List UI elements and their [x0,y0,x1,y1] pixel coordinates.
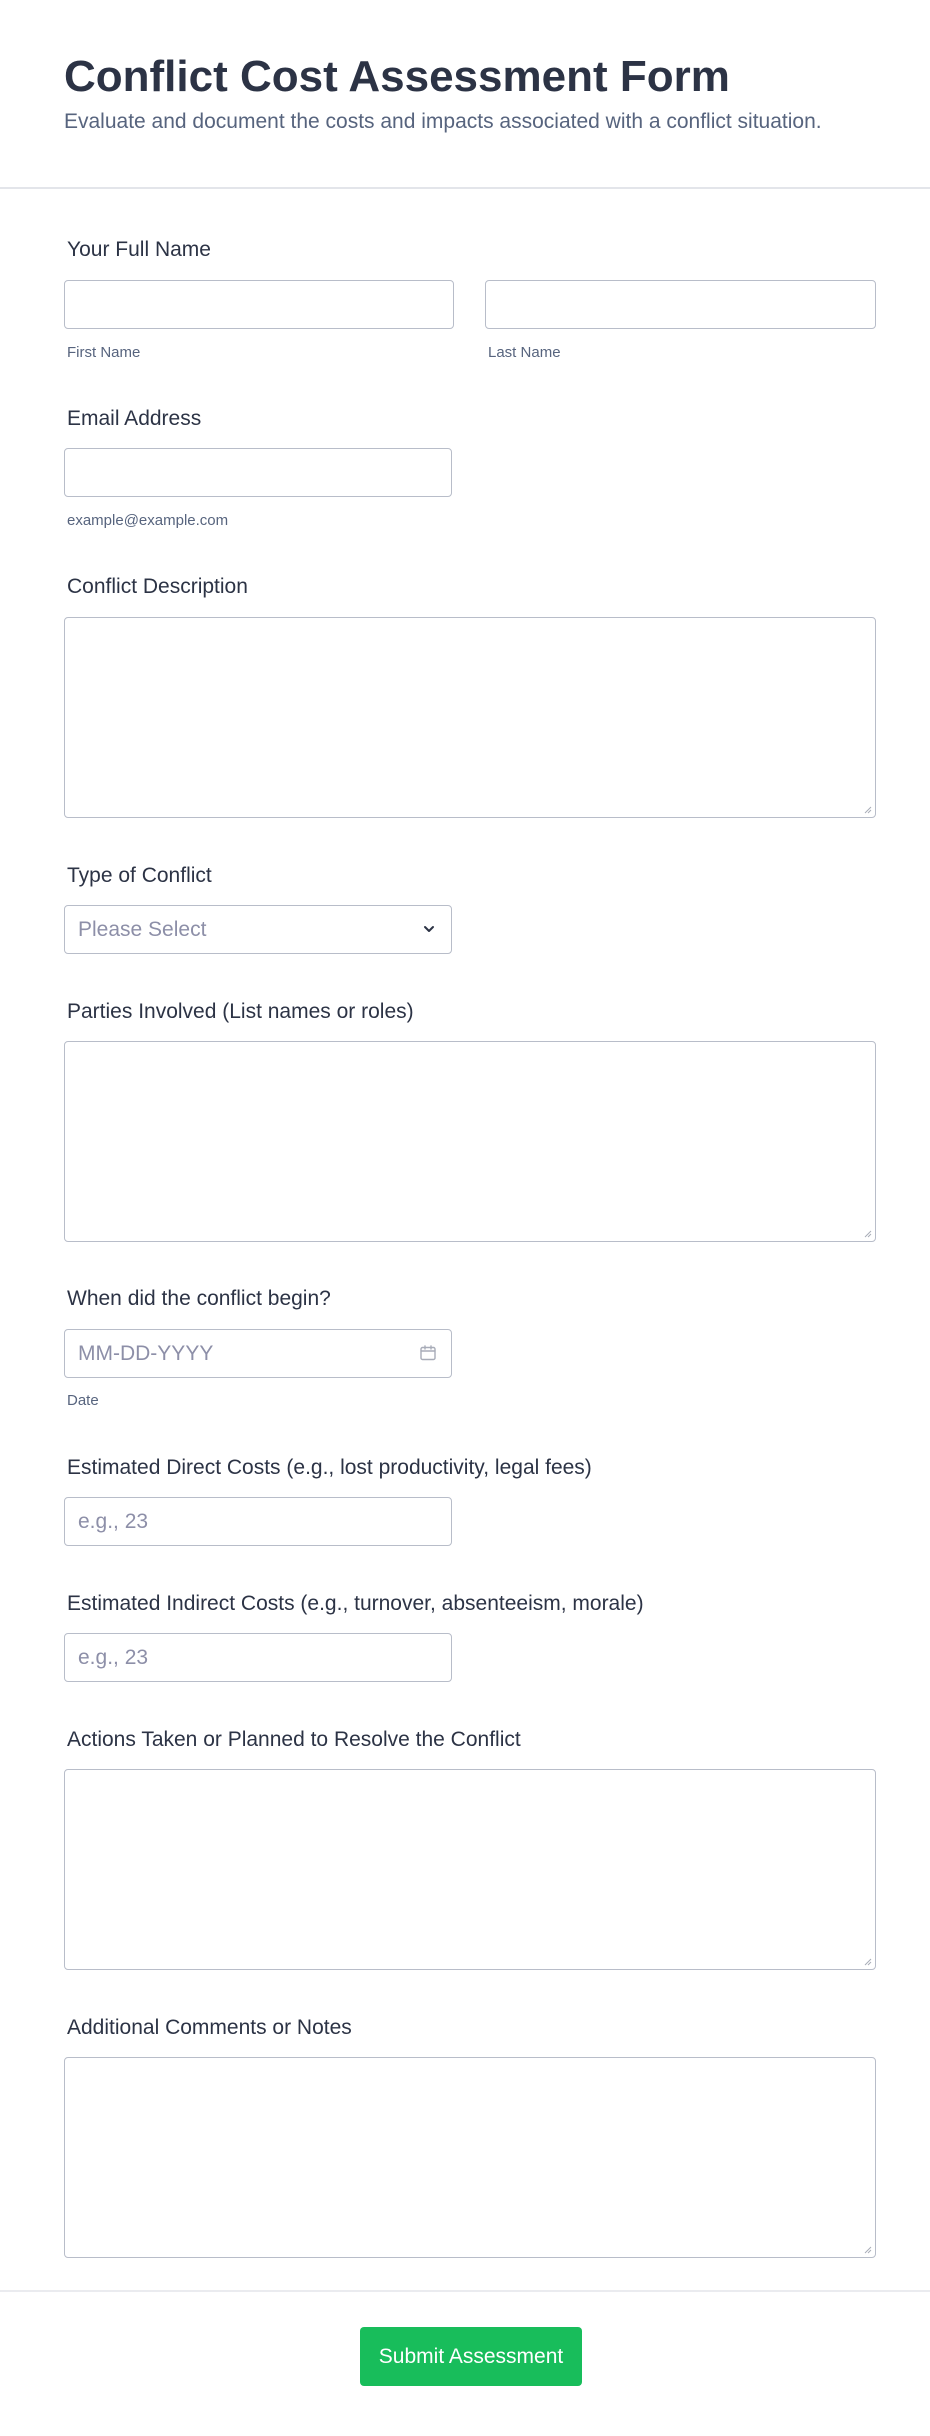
last-name-sublabel: Last Name [488,344,561,361]
resize-handle-icon[interactable] [862,2244,872,2254]
last-name-input[interactable] [485,280,876,329]
calendar-icon[interactable] [419,1344,437,1362]
conflict-description-label: Conflict Description [67,575,248,598]
full-name-label: Your Full Name [67,238,211,261]
form-subtitle: Evaluate and document the costs and impacts associated with a conflict situation. [64,110,822,133]
conflict-start-label: When did the conflict begin? [67,1287,331,1310]
conflict-type-selected: Please Select [78,918,207,941]
conflict-description-textarea[interactable] [64,617,876,818]
parties-involved-textarea[interactable] [64,1041,876,1242]
indirect-costs-placeholder: e.g., 23 [78,1646,149,1669]
indirect-costs-input[interactable] [64,1633,452,1682]
email-input[interactable] [64,448,452,497]
date-sublabel: Date [67,1392,99,1409]
footer-divider [0,2290,930,2292]
resize-handle-icon[interactable] [862,1956,872,1966]
form-title: Conflict Cost Assessment Form [64,52,730,101]
first-name-input[interactable] [64,280,454,329]
form-header [0,0,930,189]
actions-taken-label: Actions Taken or Planned to Resolve the Conflict [67,1728,521,1751]
direct-costs-placeholder: e.g., 23 [78,1510,149,1533]
date-placeholder: MM-DD-YYYY [78,1342,214,1365]
additional-comments-textarea[interactable] [64,2057,876,2258]
first-name-sublabel: First Name [67,344,141,361]
direct-costs-label: Estimated Direct Costs (e.g., lost productivity, legal fees) [67,1456,592,1479]
actions-taken-textarea[interactable] [64,1769,876,1970]
additional-comments-label: Additional Comments or Notes [67,2016,352,2039]
chevron-down-icon [421,921,437,937]
parties-involved-label: Parties Involved (List names or roles) [67,1000,414,1023]
conflict-type-label: Type of Conflict [67,864,212,887]
resize-handle-icon[interactable] [862,1228,872,1238]
resize-handle-icon[interactable] [862,804,872,814]
email-label: Email Address [67,407,202,430]
email-sublabel: example@example.com [67,512,229,529]
submit-button[interactable]: Submit Assessment [360,2327,582,2386]
direct-costs-input[interactable] [64,1497,452,1546]
conflict-type-select[interactable] [64,905,452,954]
indirect-costs-label: Estimated Indirect Costs (e.g., turnover, absenteeism, morale) [67,1592,644,1615]
conflict-start-date-input[interactable] [64,1329,452,1378]
